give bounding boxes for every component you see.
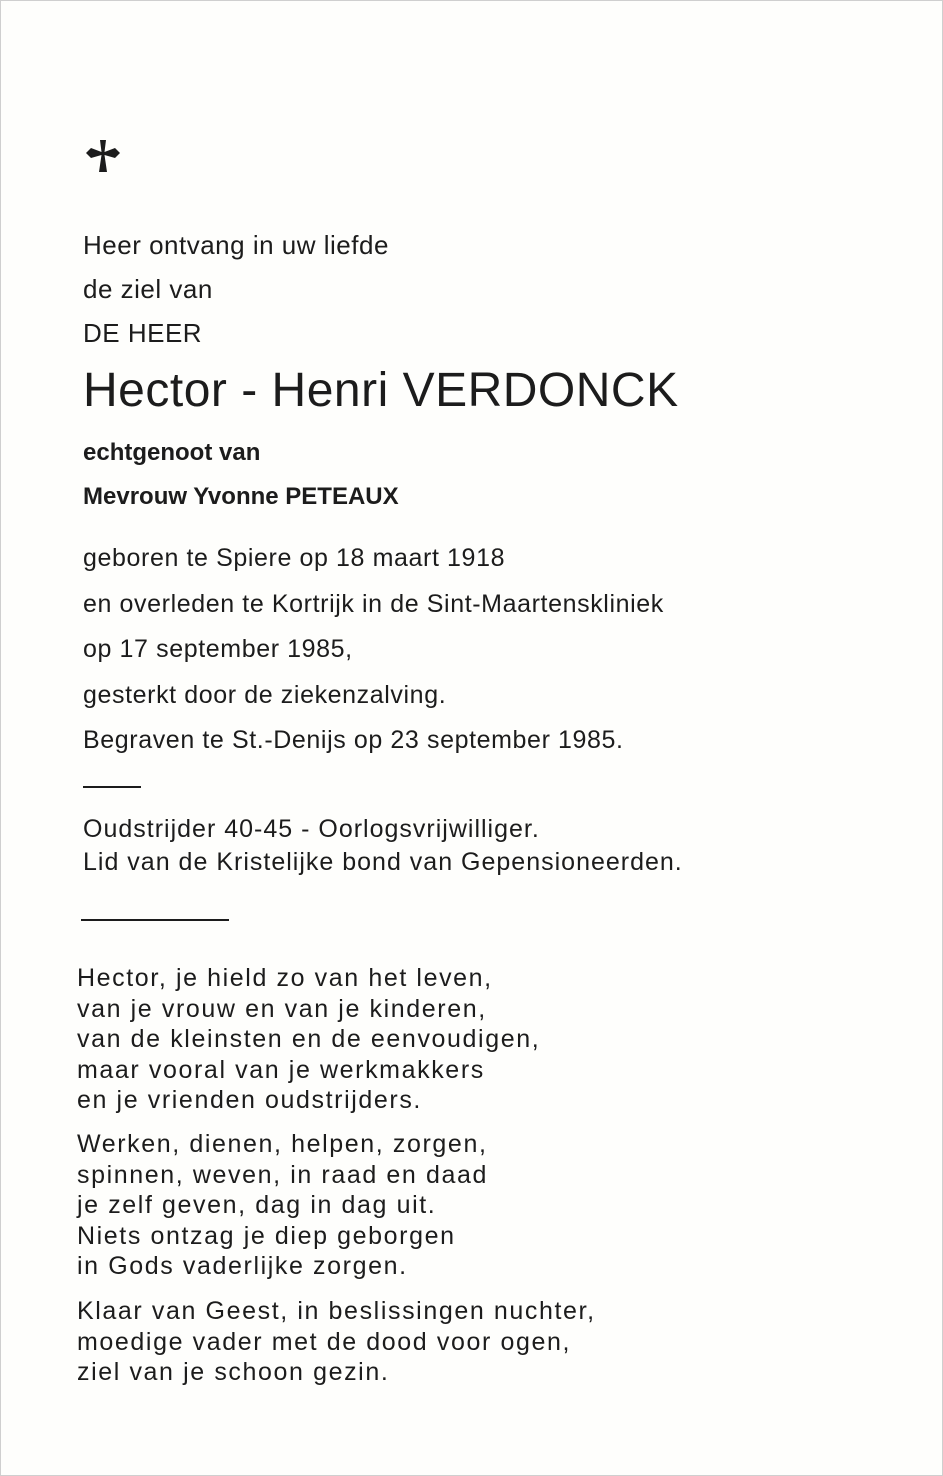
spouse-label: echtgenoot van — [83, 439, 261, 466]
service-line: Lid van de Kristelijke bond van Gepensioneerden. — [83, 848, 683, 876]
poem-stanza-2 — [77, 1129, 488, 1282]
life-details — [83, 536, 664, 764]
poem-line: ziel van je schoon gezin. — [77, 1358, 390, 1386]
poem-stanza-3 — [77, 1296, 596, 1388]
poem-line: van je vrouw en van je kinderen, — [77, 994, 487, 1023]
intro-text — [83, 223, 389, 355]
service-line: Oudstrijder 40-45 - Oorlogsvrijwilliger. — [83, 815, 540, 843]
poem-line: in Gods vaderlijke zorgen. — [77, 1252, 408, 1280]
life-line: Begraven te St.-Denijs op 23 september 1985. — [83, 726, 624, 754]
spouse-section — [83, 431, 399, 519]
intro-line: DE HEER — [83, 318, 203, 348]
divider — [83, 786, 141, 788]
intro-line: de ziel van — [83, 274, 213, 304]
life-line: en overleden te Kortrijk in de Sint-Maartenskliniek — [83, 589, 664, 618]
poem-line: maar vooral van je werkmakkers — [77, 1055, 485, 1084]
poem-line: en je vrienden oudstrijders. — [77, 1086, 422, 1114]
poem-line: Klaar van Geest, in beslissingen nuchter, — [77, 1297, 596, 1325]
life-line: gesterkt door de ziekenzalving. — [83, 680, 447, 709]
cross-pattee-icon — [85, 136, 121, 176]
poem-line: je zelf geven, dag in dag uit. — [77, 1191, 437, 1219]
poem-line: spinnen, weven, in raad en daad — [77, 1160, 488, 1189]
deceased-name: Hector - Henri VERDONCK — [83, 364, 679, 417]
life-line: op 17 september 1985, — [83, 635, 353, 663]
poem-stanza-1 — [77, 963, 540, 1116]
poem-line: van de kleinsten en de eenvoudigen, — [77, 1025, 541, 1053]
life-line: geboren te Spiere op 18 maart 1918 — [83, 544, 506, 572]
poem-line: Werken, dienen, helpen, zorgen, — [77, 1130, 488, 1158]
intro-line: Heer ontvang in uw liefde — [83, 230, 389, 260]
poem-line: Hector, je hield zo van het leven, — [77, 964, 493, 992]
poem-line: Niets ontzag je diep geborgen — [77, 1221, 456, 1250]
divider — [81, 919, 229, 921]
spouse-name: Mevrouw Yvonne PETEAUX — [83, 483, 399, 510]
poem-line: moedige vader met de dood voor ogen, — [77, 1327, 572, 1356]
service-details — [83, 813, 683, 879]
